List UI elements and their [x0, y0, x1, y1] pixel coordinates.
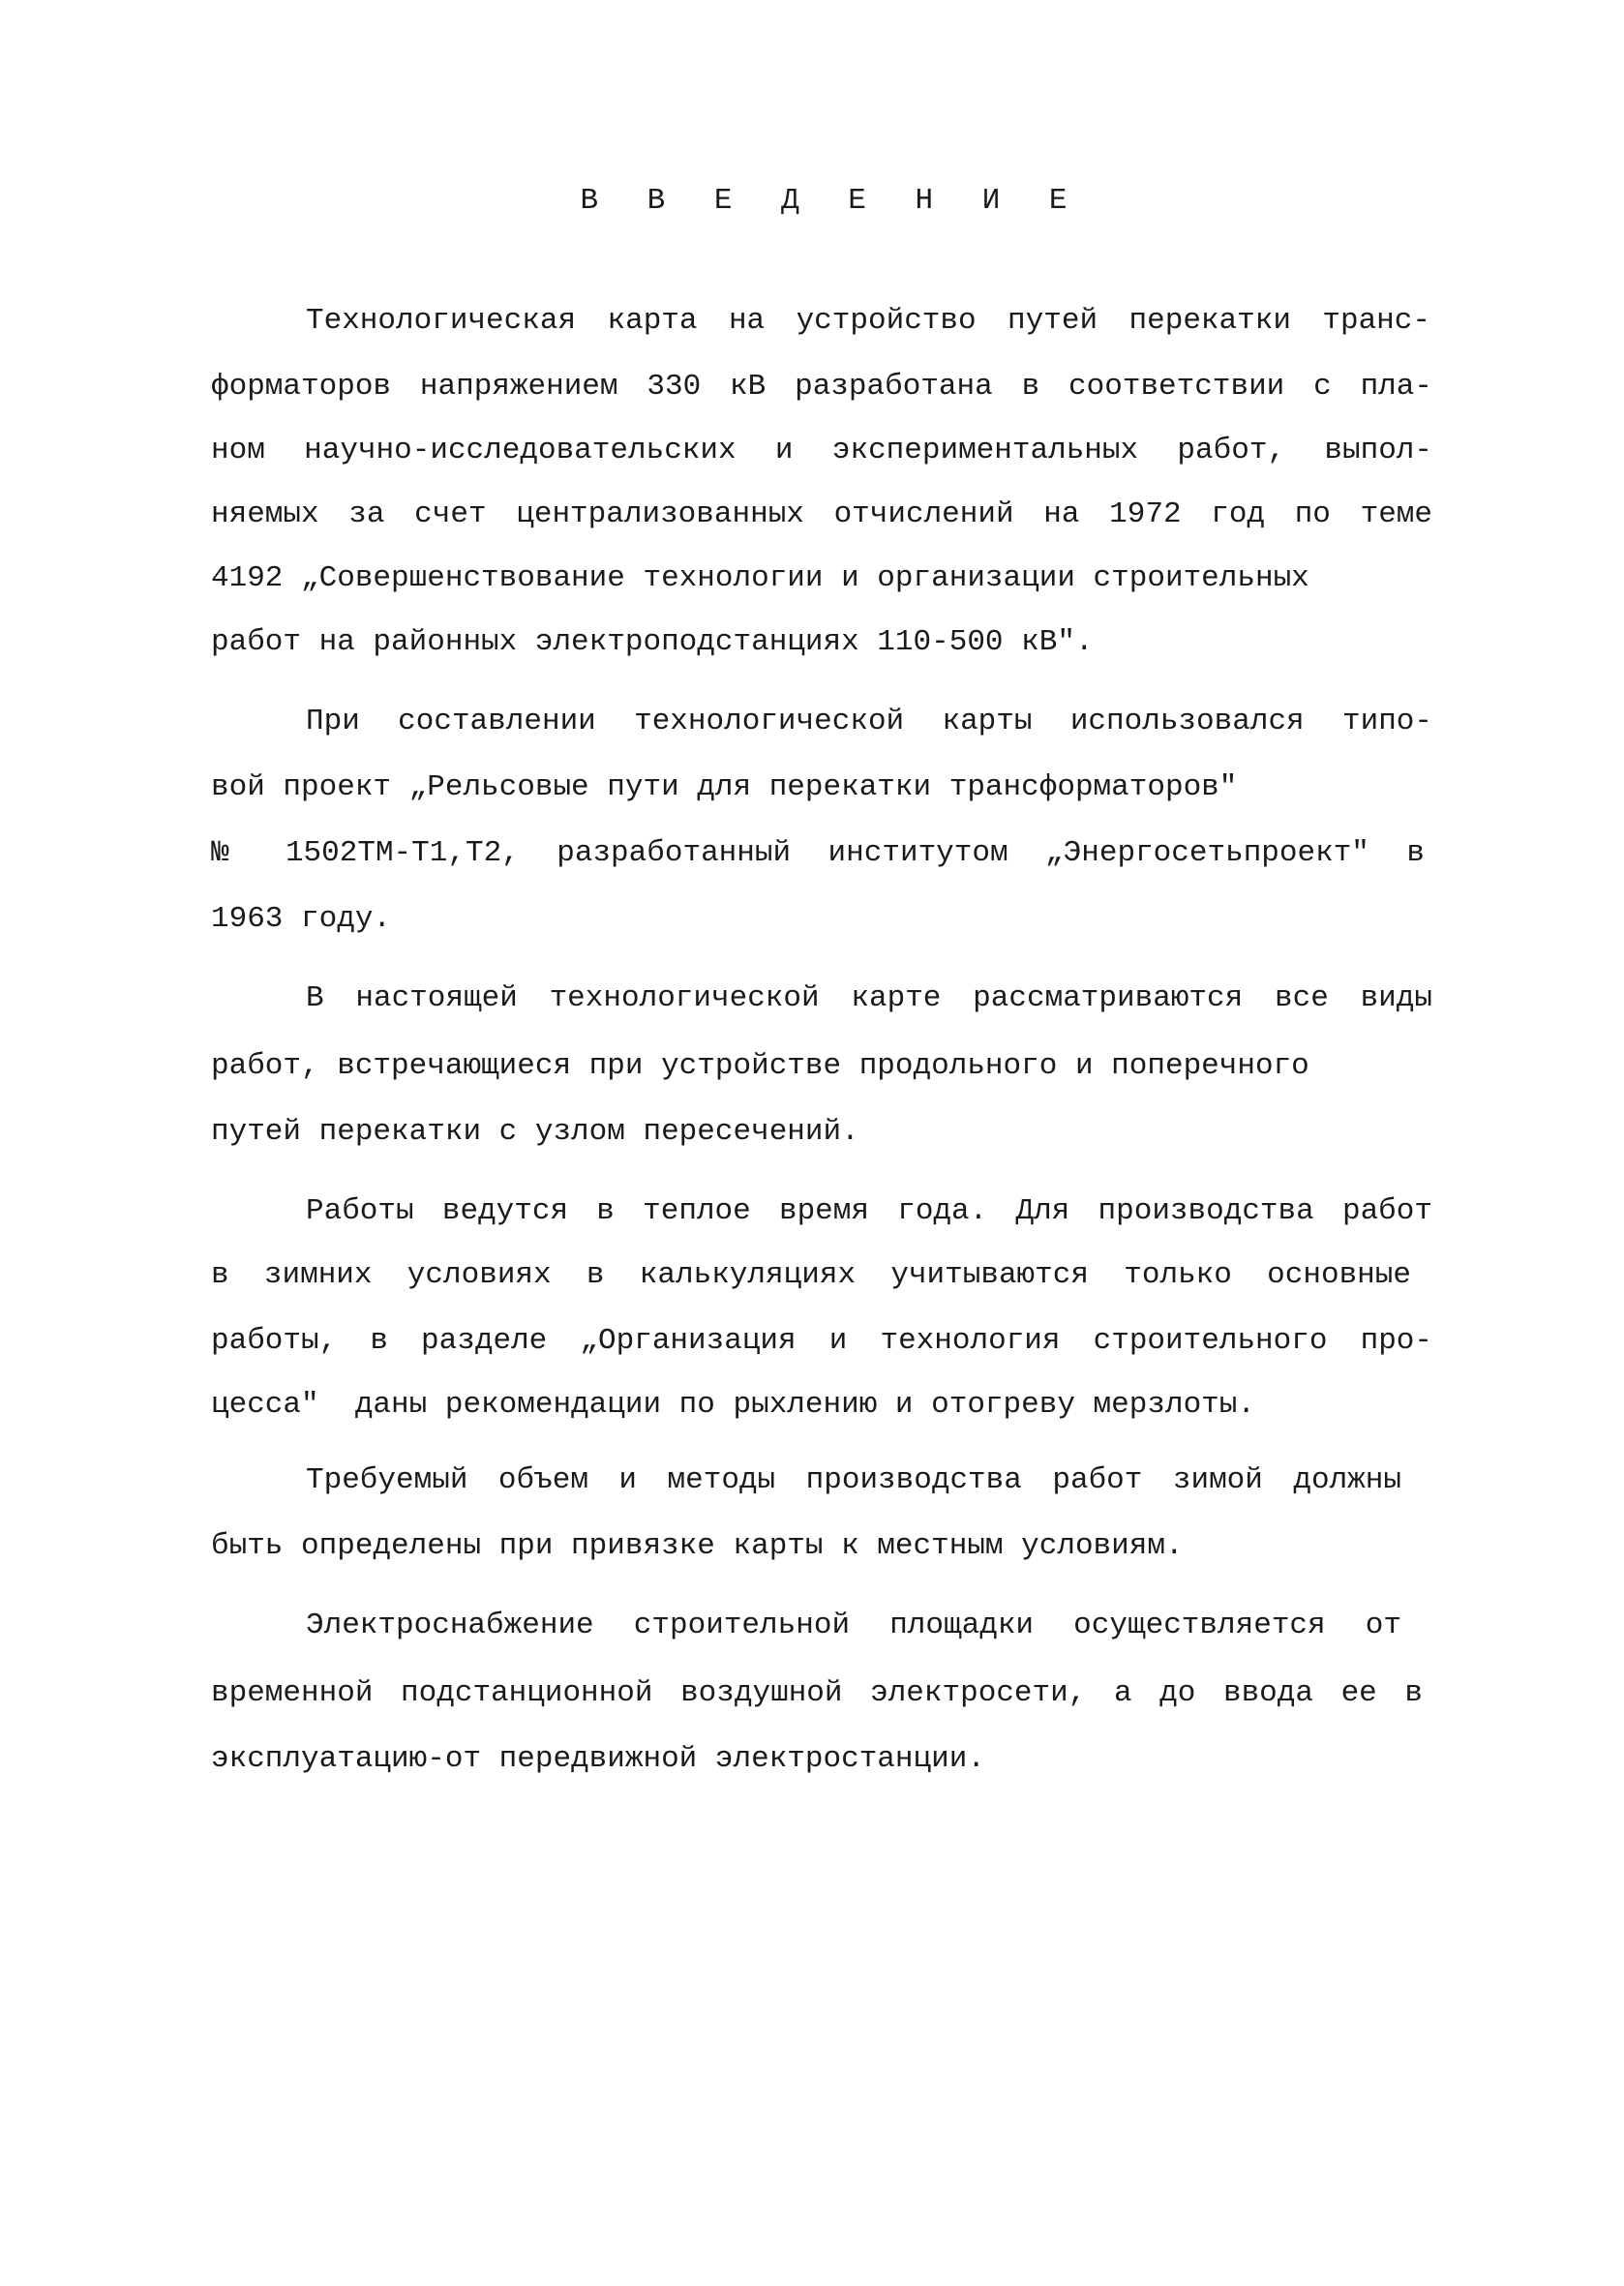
- text-line: эксплуатацию-от передвижной электростанции.: [211, 1742, 985, 1776]
- text-line: При составлении технологической карты использовался типо-: [306, 705, 1432, 738]
- text-line: 4192 „Совершенствование технологии и организации строительных: [211, 561, 1309, 595]
- text-line: Технологическая карта на устройство путей перекатки транс-: [306, 304, 1430, 338]
- text-line: временной подстанционной воздушной электросети, а до ввода ее в: [211, 1676, 1423, 1710]
- text-line: форматоров напряжением 330 кВ разработана в соответствии с пла-: [211, 370, 1432, 404]
- text-line: работ на районных электроподстанциях 110-500 кВ".: [211, 625, 1094, 659]
- text-line: работы, в разделе „Организация и технология строительного про-: [211, 1324, 1432, 1358]
- text-line: Электроснабжение строительной площадки осуществляется от: [306, 1609, 1401, 1642]
- text-line: быть определены при привязке карты к местным условиям.: [211, 1529, 1184, 1563]
- text-line: Работы ведутся в теплое время года. Для производства работ: [306, 1194, 1432, 1228]
- text-line: работ, встречающиеся при устройстве продольного и поперечного: [211, 1049, 1309, 1083]
- page-title: В В Е Д Е Н И Е: [580, 184, 1083, 218]
- text-line: № 1502ТМ-Т1,Т2, разработанный институтом „Энергосетьпроект" в: [211, 836, 1425, 870]
- text-line: цесса" даны рекомендации по рыхлению и отогреву мерзлоты.: [211, 1388, 1255, 1422]
- text-line: В настоящей технологической карте рассматриваются все виды: [306, 981, 1432, 1015]
- text-line: путей перекатки с узлом пересечений.: [211, 1115, 859, 1149]
- text-line: вой проект „Рельсовые пути для перекатки трансформаторов": [211, 770, 1238, 804]
- text-line: няемых за счет централизованных отчислений на 1972 год по теме: [211, 497, 1432, 531]
- text-line: в зимних условиях в калькуляциях учитываются только основные: [211, 1258, 1411, 1292]
- text-line: ном научно-исследовательских и экспериментальных работ, выпол-: [211, 434, 1432, 467]
- text-line: Требуемый объем и методы производства работ зимой должны: [306, 1463, 1401, 1497]
- text-line: 1963 году.: [211, 902, 392, 936]
